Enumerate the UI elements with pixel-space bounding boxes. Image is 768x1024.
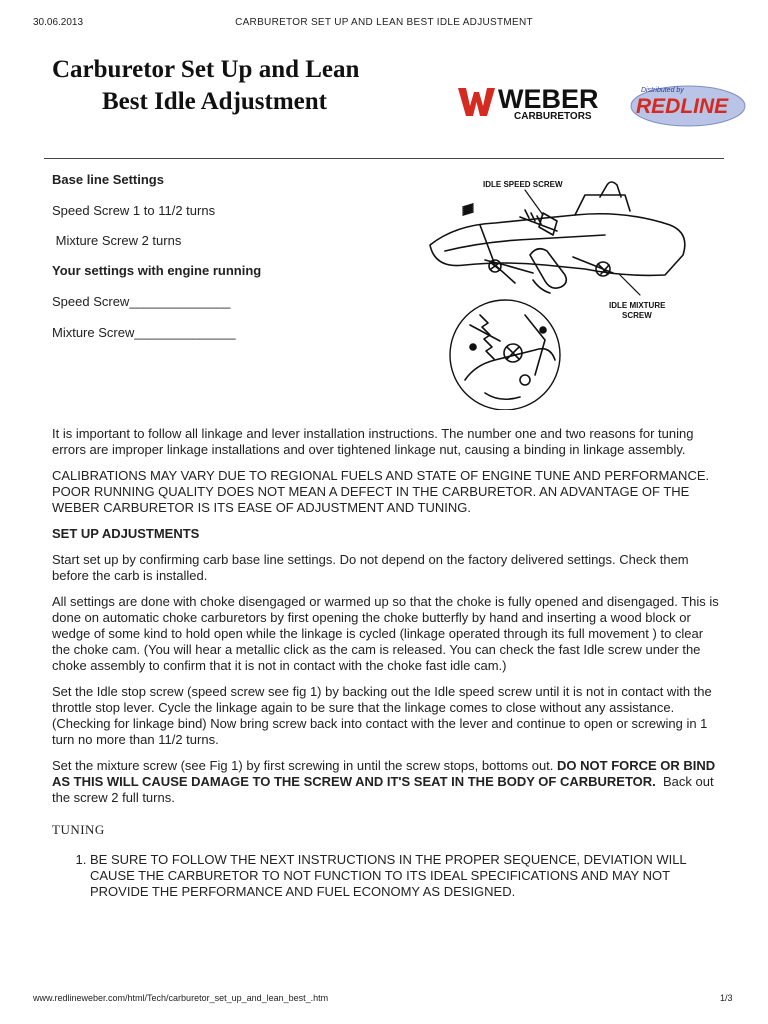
redline-text: REDLINE (636, 95, 729, 118)
redline-logo (631, 86, 745, 126)
setup-paragraph-2: All settings are done with choke disengaged or warmed up so that the choke is fully opened and disengaged. This is done on automatic choke carburetors by first opening the choke butterfly by hand and inserting a wood block or wedge of some kind to hold open while the linkage is cycled (linkage operated through its full movement ) to clear the choke cam. (You will hear a metallic click as the cam is released. You can check the fast Idle screw under the choke assembly to confirm that it is not in contact with the choke fast idle cam.) (52, 594, 719, 673)
page-number: 1/3 (720, 993, 733, 1003)
carburetors-text: CARBURETORS (514, 111, 592, 122)
idle-mixture-label-1: IDLE MIXTURE (609, 301, 666, 310)
print-date: 30.06.2013 (33, 17, 84, 28)
title-line-1: Carburetor Set Up and Lean (52, 56, 360, 83)
warning-text: DO NOT FORCE OR BIND AS THIS WILL CAUSE DAMAGE TO THE SCREW AND IT'S SEAT IN THE BODY OF CARBURETOR. (52, 758, 716, 789)
weber-redline-logo (458, 82, 748, 128)
idle-mixture-label-2: SCREW (622, 311, 652, 320)
linkage-paragraph: It is important to follow all linkage and lever installation instructions. The number one and two reasons for tuning errors are improper linkage installations and over tightened linkage nut, causing a binding in linkage assembly. (52, 426, 694, 457)
document-title (52, 54, 412, 118)
carburetor-diagram (425, 165, 725, 410)
mixture-screw-text: Set the mixture screw (see Fig 1) by first screwing in until the screw stops, bottoms out. (52, 758, 558, 773)
back-out-text: Back out the screw 2 full turns. (52, 774, 718, 805)
setup-paragraph-4 (52, 758, 724, 806)
setup-paragraph-3: Set the Idle stop screw (speed screw see fig 1) by backing out the Idle speed screw until it is not in contact with the throttle stop lever. Cycle the linkage again to be sure that the linkage comes to close without any assistance. (Checking for linkage bind) Now bring screw back into contact with the lever and continue to open or screwing in 1 turn no more than 11/2 turns. (52, 684, 712, 747)
footer-url[interactable]: www.redlineweber.com/html/Tech/carburetor_set_up_and_lean_best_.htm (33, 993, 329, 1003)
engine-settings-heading: Your settings with engine running (52, 263, 262, 278)
calibrations-paragraph: CALIBRATIONS MAY VARY DUE TO REGIONAL FUELS AND STATE OF ENGINE TUNE AND PERFORMANCE. POOR RUNNING QUALITY DOES NOT MEAN A DEFECT IN THE CARBURETOR. AN ADVANTAGE OF THE WEBER CARBURETOR IS ITS EASE OF ADJUSTMENT AND TUNING. (52, 468, 710, 515)
setup-paragraph-1: Start set up by confirming carb base line settings. Do not depend on the factory delivered settings. Check them before the carb is installed. (52, 552, 689, 583)
body-text (52, 426, 724, 900)
mixture-screw-setting: Mixture Screw 2 turns (52, 233, 182, 248)
distributed-by-text: Distributed by (641, 87, 684, 94)
header-divider (44, 158, 724, 159)
print-title: CARBURETOR SET UP AND LEAN BEST IDLE ADJUSTMENT (235, 17, 533, 28)
tuning-heading: TUNING (52, 822, 105, 837)
title-line-2: Best Idle Adjustment (102, 88, 328, 115)
idle-speed-screw-label: IDLE SPEED SCREW (483, 180, 563, 189)
mixture-screw-blank: Mixture Screw______________ (52, 325, 236, 340)
weber-text: WEBER (498, 84, 599, 114)
speed-screw-blank: Speed Screw______________ (52, 294, 231, 309)
setup-adjustments-heading: SET UP ADJUSTMENTS (52, 526, 200, 541)
weber-logo (458, 84, 599, 122)
speed-screw-setting: Speed Screw 1 to 11/2 turns (52, 203, 216, 218)
base-settings-heading: Base line Settings (52, 172, 164, 187)
print-header (0, 0, 768, 26)
tuning-list (52, 852, 724, 900)
list-item: 1. BE SURE TO FOLLOW THE NEXT INSTRUCTIONS IN THE PROPER SEQUENCE, DEVIATION WILL CAUSE THE CARBURETOR TO NOT FUNCTION TO ITS IDEAL SPECIFICATIONS AND MAY NOT PROVIDE THE PERFORMANCE AND FUEL ECONOMY AS DESIGNED. (90, 852, 724, 900)
